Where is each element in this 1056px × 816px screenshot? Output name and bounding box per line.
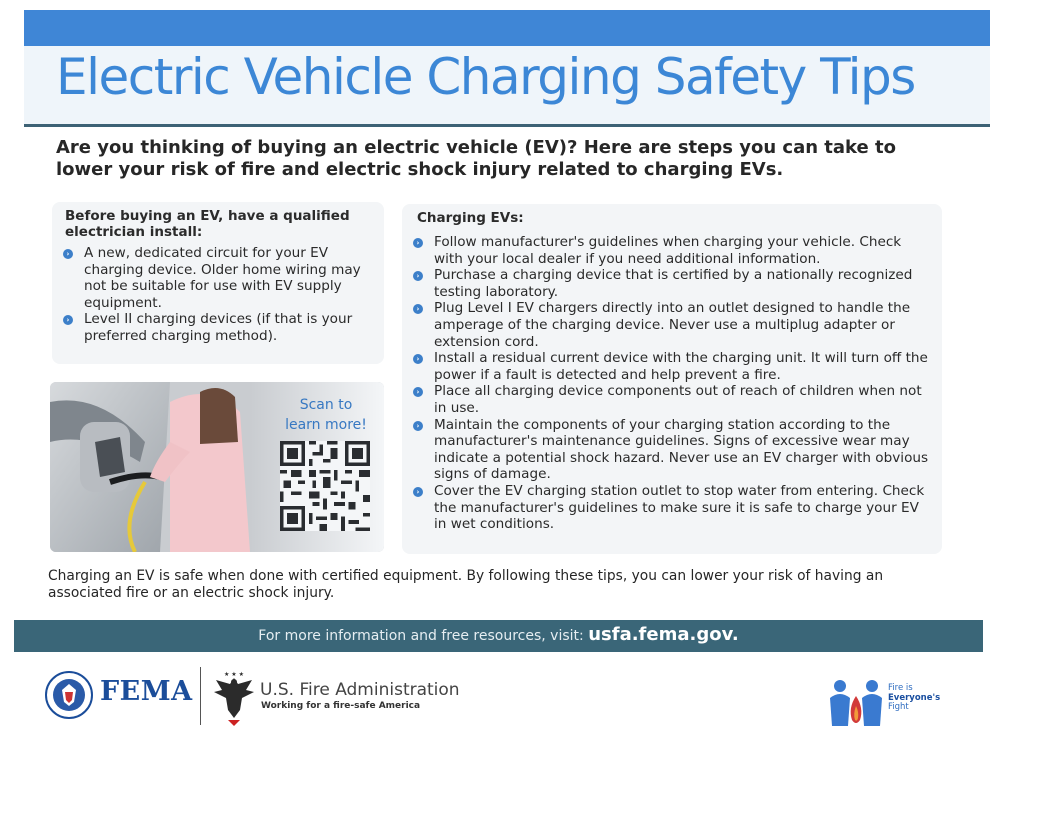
- charging-list: [412, 234, 932, 533]
- before-buying-panel: [52, 202, 384, 364]
- eagle-icon: [212, 668, 256, 726]
- bullet-icon: ›: [413, 487, 423, 497]
- qr-code-icon[interactable]: [280, 441, 370, 531]
- bullet-icon: ›: [413, 354, 423, 364]
- before-buying-list: [62, 245, 362, 345]
- intro-text: Are you thinking of buying an electric vehicle (EV)? Here are steps you can take to lower your risk of fire and electric shock injury related to charging EVs.: [56, 137, 896, 180]
- page-title: Electric Vehicle Charging Safety Tips: [56, 48, 915, 106]
- fire-is-everyones-fight-icon: [826, 676, 886, 730]
- list-item: › Cover the EV charging station outlet to stop water from entering. Check the manufacturer's guidelines to make sure it is safe to charge your EV in wet conditions.: [412, 483, 932, 533]
- list-item: › Maintain the components of your charging station according to the manufacturer's maintenance guidelines. Signs of excessive wear may indicate a potential shock hazard. Never use an EV charger with obvious signs of damage.: [412, 417, 932, 483]
- list-item: › Install a residual current device with the charging unit. It will turn off the power if a fault is detected and help prevent a fire.: [412, 350, 932, 383]
- list-item: › Purchase a charging device that is certified by a nationally recognized testing laboratory.: [412, 267, 932, 300]
- fema-logo-text: FEMA: [100, 676, 193, 707]
- top-color-bar: [24, 10, 990, 46]
- before-buying-heading: Before buying an EV, have a qualified electrician install:: [65, 208, 350, 240]
- bullet-icon: ›: [413, 271, 423, 281]
- bullet-icon: ›: [413, 421, 423, 431]
- svg-text:★ ★ ★: ★ ★ ★: [224, 671, 244, 678]
- usfa-name: U.S. Fire Administration: [260, 680, 460, 700]
- list-item: › Place all charging device components out of reach of children when not in use.: [412, 383, 932, 416]
- bullet-icon: ›: [63, 315, 73, 325]
- bullet-icon: ›: [63, 249, 73, 259]
- charging-heading: Charging EVs:: [417, 210, 524, 226]
- fire-is-everyones-fight-text: Fire is Everyone's Fight: [888, 683, 941, 712]
- dhs-seal-icon: [44, 670, 94, 720]
- bullet-icon: ›: [413, 387, 423, 397]
- footer-text: For more information and free resources, visit: usfa.fema.gov.: [258, 624, 739, 645]
- bullet-icon: ›: [413, 304, 423, 314]
- charging-panel: [402, 204, 942, 554]
- list-item: › Plug Level I EV chargers directly into an outlet designed to handle the amperage of the charging device. Never use a multiplug adapter or extension cord.: [412, 300, 932, 350]
- logo-divider: [200, 667, 201, 725]
- list-item: › Follow manufacturer's guidelines when charging your vehicle. Check with your local dealer if you need additional information.: [412, 234, 932, 267]
- footer-bar: [14, 620, 983, 652]
- list-item: › A new, dedicated circuit for your EV charging device. Older home wiring may not be suitable for use with EV supply equipment.: [62, 245, 362, 311]
- closing-text: Charging an EV is safe when done with certified equipment. By following these tips, you can lower your risk of having an associated fire or an electric shock injury.: [48, 568, 884, 601]
- footer-url-link[interactable]: usfa.fema.gov.: [588, 624, 739, 645]
- list-item: › Level II charging devices (if that is your preferred charging method).: [62, 311, 362, 344]
- bullet-icon: ›: [413, 238, 423, 248]
- usfa-tagline: Working for a fire-safe America: [261, 701, 421, 711]
- scan-to-learn-text: Scan to learn more!: [285, 397, 367, 433]
- title-rule: [24, 124, 990, 127]
